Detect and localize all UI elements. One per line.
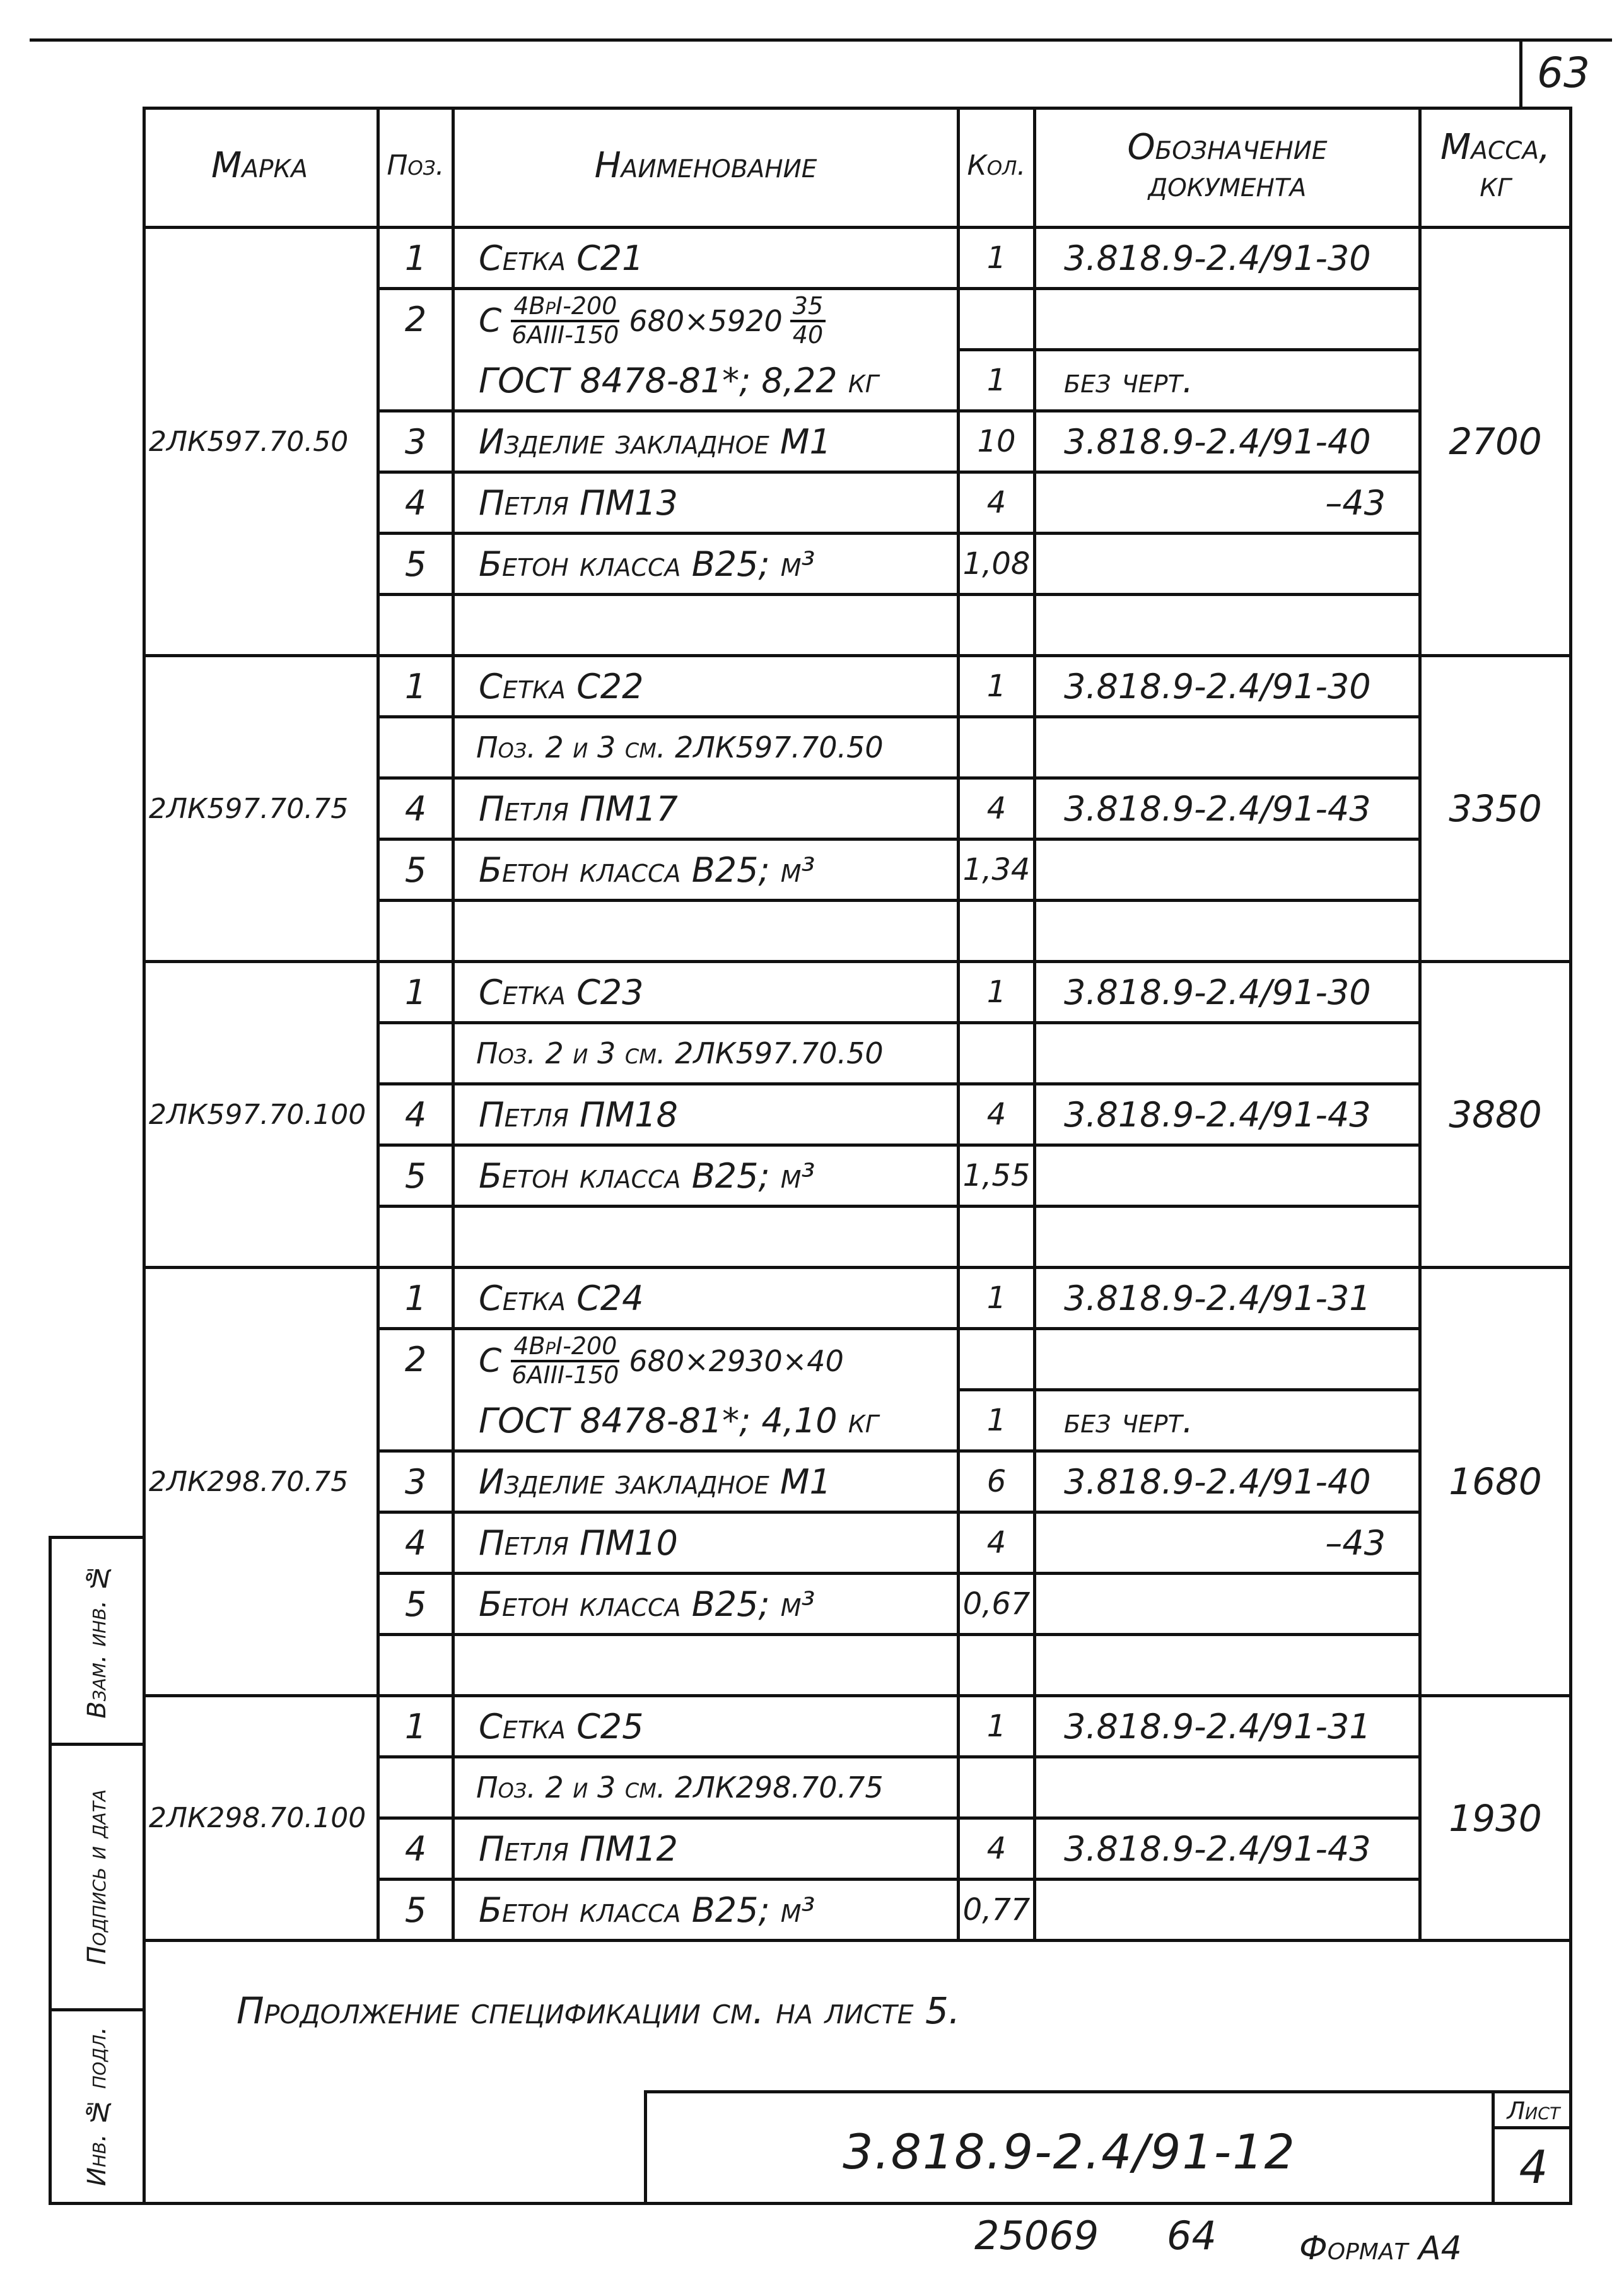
top-rule [30,38,1612,42]
naim-cell: Сетка С21 [455,229,960,290]
kol-cell [960,718,1036,780]
table-row [143,1269,1572,1330]
stamp-vzam-inv-label: Взам. инв. № [83,1563,112,1719]
marka-cell: 2ЛК298.70.100 [143,1697,380,1942]
kol-cell: 4 [960,1820,1036,1881]
naim-cell [455,290,960,351]
naim-cell: Сетка С24 [455,1269,960,1330]
kol-cell: 1,08 [960,535,1036,596]
header-naim: Наименование [455,107,960,229]
kol-cell [960,1208,1036,1269]
marka-cell: 2ЛК597.70.75 [143,657,380,963]
page-number: 63 [1537,49,1590,97]
paper-format: Формат А4 [1299,2230,1462,2267]
stamp-cell-podpis [52,1746,143,2011]
poz-cell: 3 [380,412,455,474]
naim-cell: ГОСТ 8478-81*; 8,22 кг [455,351,960,412]
poz-cell [380,1024,455,1085]
fraction-top: 4ВрI-200 [511,1333,619,1362]
title-block [644,2090,1572,2205]
stamp-cell-vzam-inv [52,1539,143,1746]
massa-cell: 3880 [1422,963,1572,1269]
header-oboz-line1: Обозначение [1127,126,1328,168]
sheet-number: 4 [1519,2141,1548,2194]
naim-cell: Поз. 2 и 3 см. 2ЛК298.70.75 [455,1758,960,1820]
oboz-cell [1036,718,1422,780]
kol-cell [960,902,1036,963]
continuation-note: Продолжение спецификации см. на листе 5. [237,1989,961,2032]
oboz-cell [1036,1758,1422,1820]
kol-cell: 1 [960,351,1036,412]
specification-table [143,107,1572,1942]
archive-number: 25069 [974,2213,1099,2259]
poz-cell: 4 [380,1085,455,1147]
marka-cell: 2ЛК597.70.50 [143,229,380,657]
kol-cell: 1 [960,1697,1036,1758]
poz-cell: 5 [380,1881,455,1942]
oboz-cell: 3.818.9-2.4/91-30 [1036,657,1422,718]
poz-cell: 5 [380,535,455,596]
naim-cell: Петля ПМ10 [455,1514,960,1575]
table-row [143,229,1572,290]
oboz-cell: 3.818.9-2.4/91-43 [1036,1820,1422,1881]
header-massa-line2: кг [1480,163,1511,205]
oboz-cell: 3.818.9-2.4/91-40 [1036,1453,1422,1514]
kol-cell [960,1758,1036,1820]
poz-cell: 2 [380,290,455,412]
massa-cell: 3350 [1422,657,1572,963]
poz-cell: 4 [380,780,455,841]
oboz-cell [1036,1147,1422,1208]
oboz-cell: 3.818.9-2.4/91-43 [1036,1085,1422,1147]
table-header [143,107,1572,229]
header-marka: Марка [143,107,380,229]
formula-fraction [509,293,621,349]
header-row [143,107,1572,229]
poz-cell: 1 [380,229,455,290]
kol-cell: 4 [960,1085,1036,1147]
oboz-cell [1036,290,1422,351]
oboz-cell [1036,841,1422,902]
fraction-bottom: 6АIII-150 [511,320,619,349]
header-oboz [1036,107,1422,229]
oboz-cell: 3.818.9-2.4/91-31 [1036,1269,1422,1330]
stamp-cell-inv-podl [52,2011,143,2202]
header-kol: Кол. [960,107,1036,229]
poz-cell: 1 [380,657,455,718]
kol-cell: 1 [960,963,1036,1024]
table-body [143,229,1572,1942]
poz-cell [380,1208,455,1269]
fraction-top: 4ВрI-200 [511,293,619,322]
kol-cell: 1 [960,229,1036,290]
document-code: 3.818.9-2.4/91-12 [843,2124,1296,2180]
naim-cell: Бетон класса В25; м³ [455,1147,960,1208]
kol-cell [960,290,1036,351]
naim-cell [455,1636,960,1697]
naim-cell: Изделие закладное М1 [455,1453,960,1514]
naim-cell [455,1330,960,1391]
oboz-cell [1036,1881,1422,1942]
oboz-cell [1036,1208,1422,1269]
poz-cell: 4 [380,474,455,535]
poz-cell: 3 [380,1453,455,1514]
kol-cell: 6 [960,1453,1036,1514]
rebar-mesh-formula [479,1333,844,1389]
poz-cell: 2 [380,1330,455,1453]
oboz-cell [1036,1575,1422,1636]
oboz-cell: без черт. [1036,351,1422,412]
poz-cell [380,1636,455,1697]
oboz-cell: 3.818.9-2.4/91-40 [1036,412,1422,474]
kol-cell: 1,34 [960,841,1036,902]
oboz-cell [1036,535,1422,596]
poz-cell: 5 [380,841,455,902]
formula-dimensions: 680×2930×40 [629,1343,844,1378]
oboz-cell: 3.818.9-2.4/91-31 [1036,1697,1422,1758]
side-stamp [49,1536,146,2205]
massa-cell: 1680 [1422,1269,1572,1697]
oboz-cell: 3.818.9-2.4/91-30 [1036,229,1422,290]
oboz-cell: –43 [1036,474,1422,535]
stamp-podpis-label: Подпись и дата [83,1789,112,1965]
kol-cell: 4 [960,780,1036,841]
header-massa [1422,107,1572,229]
naim-cell [455,1208,960,1269]
header-oboz-line2: документа [1148,163,1307,205]
formula-fraction [509,1333,621,1389]
poz-cell [380,1758,455,1820]
naim-cell: Поз. 2 и 3 см. 2ЛК597.70.50 [455,1024,960,1085]
oboz-cell [1036,902,1422,963]
naim-cell: Бетон класса В25; м³ [455,1881,960,1942]
poz-cell: 1 [380,1697,455,1758]
oboz-cell: без черт. [1036,1391,1422,1453]
sheet-box [1492,2093,1572,2205]
naim-cell [455,596,960,657]
kol-cell [960,1024,1036,1085]
naim-cell: Бетон класса В25; м³ [455,535,960,596]
naim-cell: Сетка С25 [455,1697,960,1758]
rebar-mesh-formula [479,293,826,349]
poz-cell [380,902,455,963]
formula-dimensions: 680×5920 [629,303,783,338]
kol-cell: 0,77 [960,1881,1036,1942]
massa-cell: 1930 [1422,1697,1572,1942]
naim-cell: Петля ПМ17 [455,780,960,841]
naim-cell: Поз. 2 и 3 см. 2ЛК597.70.50 [455,718,960,780]
naim-cell: Бетон класса В25; м³ [455,1575,960,1636]
fraction-bottom: 6АIII-150 [511,1360,619,1389]
massa-cell: 2700 [1422,229,1572,657]
kol-cell [960,1636,1036,1697]
fraction-top: 35 [790,293,826,322]
table-row [143,963,1572,1024]
naim-cell: Петля ПМ13 [455,474,960,535]
oboz-cell: –43 [1036,1514,1422,1575]
poz-cell [380,596,455,657]
stamp-inv-podl-label: Инв. № подл. [83,2027,112,2187]
kol-cell: 1 [960,1269,1036,1330]
marka-cell: 2ЛК298.70.75 [143,1269,380,1697]
naim-cell [455,902,960,963]
poz-cell: 5 [380,1147,455,1208]
naim-cell: ГОСТ 8478-81*; 4,10 кг [455,1391,960,1453]
kol-cell [960,1330,1036,1391]
formula-prefix: С [479,1342,502,1380]
kol-cell: 4 [960,1514,1036,1575]
kol-cell [960,596,1036,657]
sheet-label: Лист [1495,2093,1572,2129]
naim-cell: Петля ПМ12 [455,1820,960,1881]
naim-cell: Петля ПМ18 [455,1085,960,1147]
naim-cell: Изделие закладное М1 [455,412,960,474]
header-poz: Поз. [380,107,455,229]
kol-cell: 4 [960,474,1036,535]
fraction-bottom: 40 [792,320,824,349]
archive-copy-number: 64 [1167,2213,1217,2259]
kol-cell: 1,55 [960,1147,1036,1208]
naim-cell: Сетка С22 [455,657,960,718]
poz-cell: 4 [380,1820,455,1881]
kol-cell: 1 [960,657,1036,718]
naim-cell: Бетон класса В25; м³ [455,841,960,902]
kol-cell: 0,67 [960,1575,1036,1636]
naim-cell: Сетка С23 [455,963,960,1024]
formula-prefix: С [479,301,502,340]
poz-cell [380,718,455,780]
oboz-cell: 3.818.9-2.4/91-43 [1036,780,1422,841]
table-row [143,1697,1572,1758]
table-row [143,657,1572,718]
kol-cell: 10 [960,412,1036,474]
marka-cell: 2ЛК597.70.100 [143,963,380,1269]
oboz-cell [1036,596,1422,657]
oboz-cell [1036,1330,1422,1391]
poz-cell: 4 [380,1514,455,1575]
formula-fraction-2 [790,293,826,349]
poz-cell: 1 [380,963,455,1024]
poz-cell: 5 [380,1575,455,1636]
kol-cell: 1 [960,1391,1036,1453]
oboz-cell: 3.818.9-2.4/91-30 [1036,963,1422,1024]
oboz-cell [1036,1024,1422,1085]
oboz-cell [1036,1636,1422,1697]
poz-cell: 1 [380,1269,455,1330]
header-massa-line1: Масса, [1440,126,1550,168]
